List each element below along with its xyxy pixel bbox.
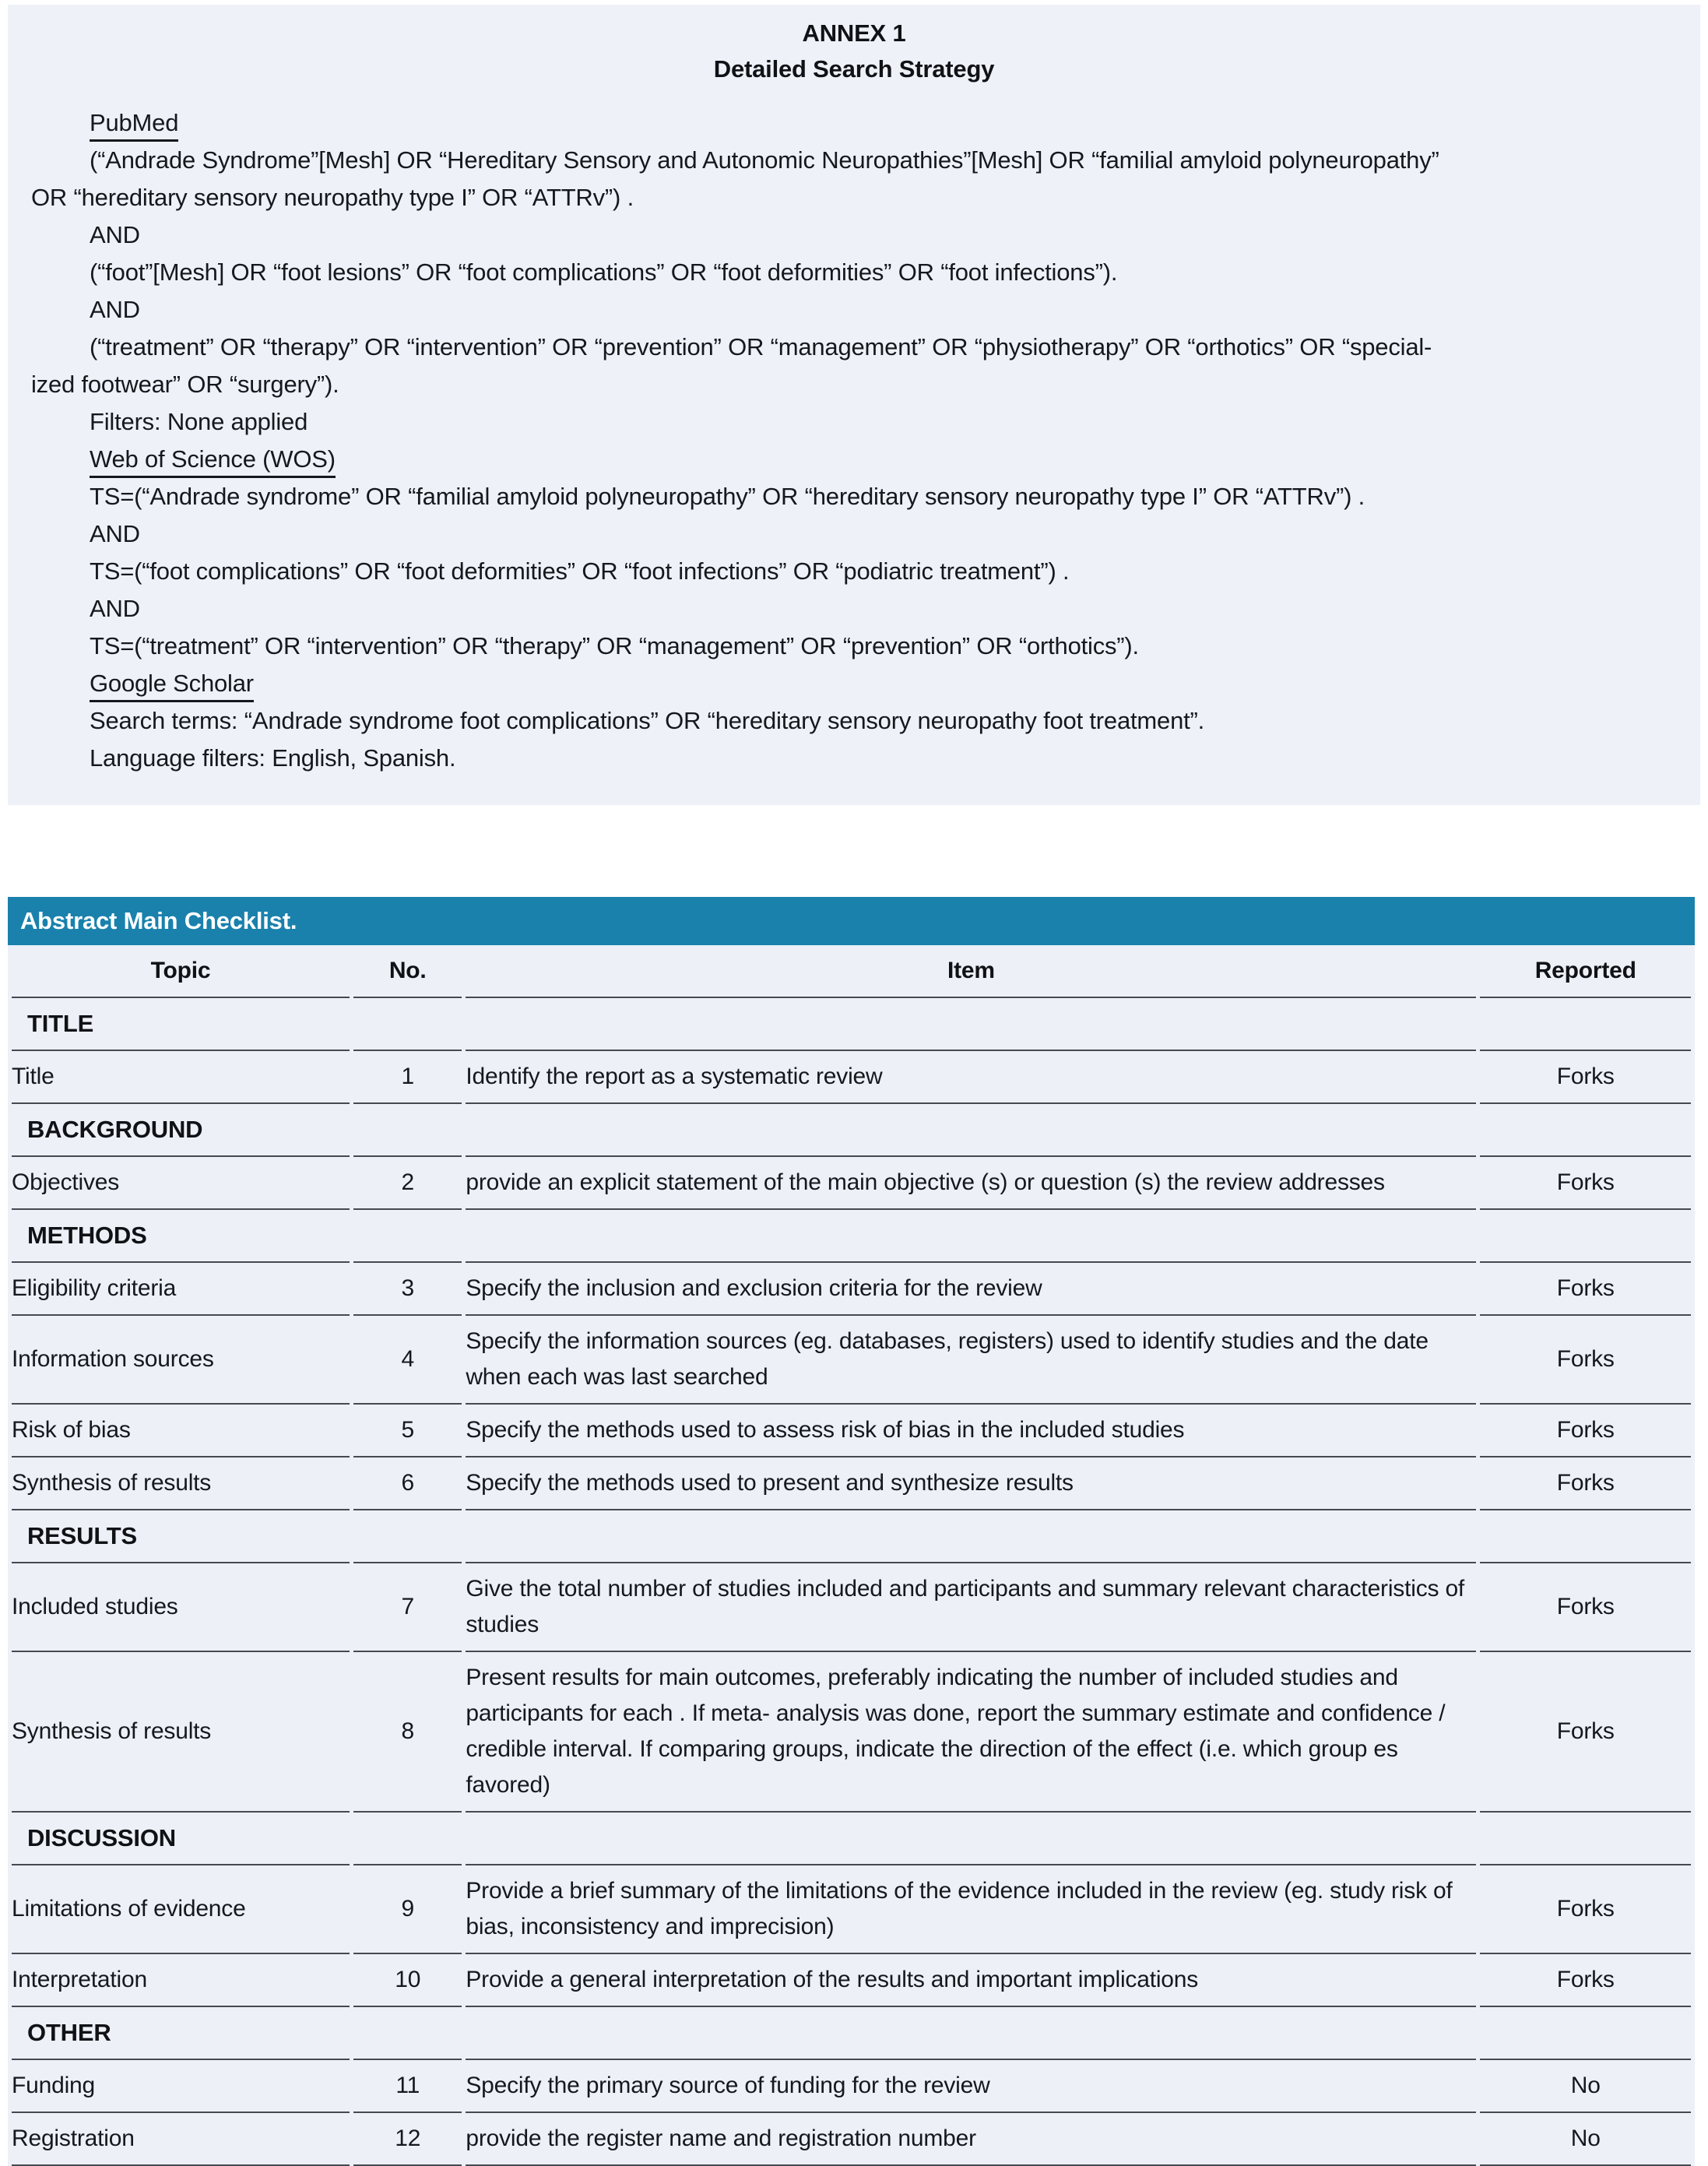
column-header-no: No.	[353, 945, 462, 998]
table-row	[12, 1563, 1691, 1652]
topic-cell: Eligibility criteria	[12, 1263, 350, 1316]
database-heading: PubMed	[31, 104, 1677, 142]
annex-title-line1: ANNEX 1	[802, 19, 906, 47]
item-cell: Specify the methods used to assess risk of bias in the included studies	[466, 1405, 1476, 1457]
table-row	[12, 1457, 1691, 1510]
topic-cell: Synthesis of results	[12, 1457, 350, 1510]
search-query-line: OR “hereditary sensory neuropathy type I” OR “ATTRv”) .	[31, 184, 634, 211]
item-cell: Identify the report as a systematic review	[466, 1051, 1476, 1104]
topic-cell: Registration	[12, 2113, 350, 2166]
section-empty-cell	[1480, 1104, 1691, 1157]
no-cell: 7	[353, 1563, 462, 1652]
topic-cell: Synthesis of results	[12, 1652, 350, 1813]
table-row	[12, 1652, 1691, 1813]
database-heading: Google Scholar	[31, 665, 1677, 702]
search-query-line: Search terms: “Andrade syndrome foot complications” OR “hereditary sensory neuropathy foot treatment”.	[90, 707, 1205, 734]
no-cell: 2	[353, 1157, 462, 1210]
database-heading: Web of Science (WOS)	[31, 441, 1677, 478]
topic-cell: Title	[12, 1051, 350, 1104]
table-row	[12, 1954, 1691, 2007]
search-query-line: AND	[90, 595, 140, 622]
abstract-checklist-table	[8, 945, 1695, 2166]
section-label-cell: METHODS	[12, 1210, 350, 1263]
item-cell: provide the register name and registration number	[466, 2113, 1476, 2166]
section-empty-cell	[1480, 1210, 1691, 1263]
section-empty-cell	[466, 1813, 1476, 1865]
section-empty-cell	[466, 998, 1476, 1051]
topic-cell: Interpretation	[12, 1954, 350, 2007]
reported-cell: Forks	[1480, 1457, 1691, 1510]
section-empty-cell	[1480, 1510, 1691, 1563]
reported-cell: Forks	[1480, 1051, 1691, 1104]
search-query-line: (“foot”[Mesh] OR “foot lesions” OR “foot complications” OR “foot deformities” OR “foot infections”).	[90, 258, 1118, 286]
no-cell: 12	[353, 2113, 462, 2166]
search-query-line: TS=(“foot complications” OR “foot deformities” OR “foot infections” OR “podiatric treatment”) .	[90, 557, 1070, 585]
reported-cell: Forks	[1480, 1652, 1691, 1813]
table-row	[12, 1865, 1691, 1954]
section-empty-cell	[1480, 2007, 1691, 2060]
search-query-line: AND	[90, 221, 140, 248]
search-query-line: ized footwear” OR “surgery”).	[31, 371, 339, 398]
no-cell: 9	[353, 1865, 462, 1954]
column-header-row	[12, 945, 1691, 998]
search-query-line: TS=(“treatment” OR “intervention” OR “therapy” OR “management” OR “prevention” OR “orthotics”).	[90, 632, 1139, 659]
search-query-line: (“treatment” OR “therapy” OR “intervention” OR “prevention” OR “management” OR “physiotherapy” OR “orthotics” OR “special-	[90, 333, 1432, 360]
search-query-line: TS=(“Andrade syndrome” OR “familial amyloid polyneuropathy” OR “hereditary sensory neuropathy type I” OR “ATTRv”) .	[90, 483, 1365, 510]
annex-title	[31, 16, 1677, 87]
section-empty-cell	[466, 1104, 1476, 1157]
item-cell: Specify the primary source of funding for the review	[466, 2060, 1476, 2113]
item-cell: Provide a general interpretation of the results and important implications	[466, 1954, 1476, 2007]
table-row	[12, 1405, 1691, 1457]
item-cell: Give the total number of studies included and participants and summary relevant characteristics of studies	[466, 1563, 1476, 1652]
reported-cell: Forks	[1480, 1563, 1691, 1652]
section-label-cell: BACKGROUND	[12, 1104, 350, 1157]
search-query-line: (“Andrade Syndrome”[Mesh] OR “Hereditary Sensory and Autonomic Neuropathies”[Mesh] OR “familial amyloid polyneuropathy”	[90, 146, 1439, 174]
no-cell: 8	[353, 1652, 462, 1813]
section-empty-cell	[353, 1510, 462, 1563]
item-cell: Present results for main outcomes, preferably indicating the number of included studies and participants for each . If meta- analysis was done, report the summary estimate and confidence / credible interval. If comparing groups, indicate the direction of the effect (i.e. which group es favored)	[466, 1652, 1476, 1813]
no-cell: 10	[353, 1954, 462, 2007]
reported-cell: Forks	[1480, 1316, 1691, 1405]
section-empty-cell	[1480, 1813, 1691, 1865]
section-empty-cell	[353, 1210, 462, 1263]
column-header-topic: Topic	[12, 945, 350, 998]
annex-title-line2: Detailed Search Strategy	[713, 55, 995, 83]
search-strategy-panel	[8, 5, 1700, 805]
table-row	[12, 1263, 1691, 1316]
section-row	[12, 1210, 1691, 1263]
no-cell: 6	[353, 1457, 462, 1510]
section-empty-cell	[353, 1813, 462, 1865]
table-row	[12, 2113, 1691, 2166]
search-query-line: Filters: None applied	[90, 408, 308, 435]
item-cell: Specify the information sources (eg. databases, registers) used to identify studies and the date when each was last searched	[466, 1316, 1476, 1405]
section-label-cell: DISCUSSION	[12, 1813, 350, 1865]
topic-cell: Included studies	[12, 1563, 350, 1652]
no-cell: 11	[353, 2060, 462, 2113]
section-empty-cell	[1480, 998, 1691, 1051]
reported-cell: Forks	[1480, 1954, 1691, 2007]
item-cell: provide an explicit statement of the main objective (s) or question (s) the review addresses	[466, 1157, 1476, 1210]
item-cell: Specify the methods used to present and synthesize results	[466, 1457, 1476, 1510]
topic-cell: Funding	[12, 2060, 350, 2113]
table-row	[12, 1157, 1691, 1210]
reported-cell: No	[1480, 2113, 1691, 2166]
search-query-line: AND	[90, 296, 140, 323]
item-cell: Provide a brief summary of the limitations of the evidence included in the review (eg. study risk of bias, inconsistency and imprecision)	[466, 1865, 1476, 1954]
section-empty-cell	[353, 1104, 462, 1157]
section-row	[12, 1813, 1691, 1865]
reported-cell: Forks	[1480, 1157, 1691, 1210]
search-query-line: Language filters: English, Spanish.	[90, 744, 456, 772]
reported-cell: No	[1480, 2060, 1691, 2113]
checklist-title-bar: Abstract Main Checklist.	[8, 897, 1695, 945]
section-label-cell: TITLE	[12, 998, 350, 1051]
column-header-reported: Reported	[1480, 945, 1691, 998]
column-header-item: Item	[466, 945, 1476, 998]
section-empty-cell	[353, 2007, 462, 2060]
section-row	[12, 1104, 1691, 1157]
no-cell: 1	[353, 1051, 462, 1104]
section-row	[12, 1510, 1691, 1563]
reported-cell: Forks	[1480, 1865, 1691, 1954]
section-empty-cell	[466, 1510, 1476, 1563]
item-cell: Specify the inclusion and exclusion criteria for the review	[466, 1263, 1476, 1316]
abstract-checklist	[8, 897, 1695, 2166]
reported-cell: Forks	[1480, 1263, 1691, 1316]
topic-cell: Risk of bias	[12, 1405, 350, 1457]
no-cell: 3	[353, 1263, 462, 1316]
search-strategy-text	[31, 104, 1677, 777]
section-empty-cell	[466, 2007, 1476, 2060]
topic-cell: Limitations of evidence	[12, 1865, 350, 1954]
section-row	[12, 2007, 1691, 2060]
search-query-line: AND	[90, 520, 140, 547]
reported-cell: Forks	[1480, 1405, 1691, 1457]
section-label-cell: RESULTS	[12, 1510, 350, 1563]
topic-cell: Objectives	[12, 1157, 350, 1210]
table-row	[12, 2060, 1691, 2113]
table-row	[12, 1051, 1691, 1104]
table-row	[12, 1316, 1691, 1405]
section-label-cell: OTHER	[12, 2007, 350, 2060]
section-empty-cell	[466, 1210, 1476, 1263]
section-row	[12, 998, 1691, 1051]
no-cell: 4	[353, 1316, 462, 1405]
section-empty-cell	[353, 998, 462, 1051]
no-cell: 5	[353, 1405, 462, 1457]
topic-cell: Information sources	[12, 1316, 350, 1405]
